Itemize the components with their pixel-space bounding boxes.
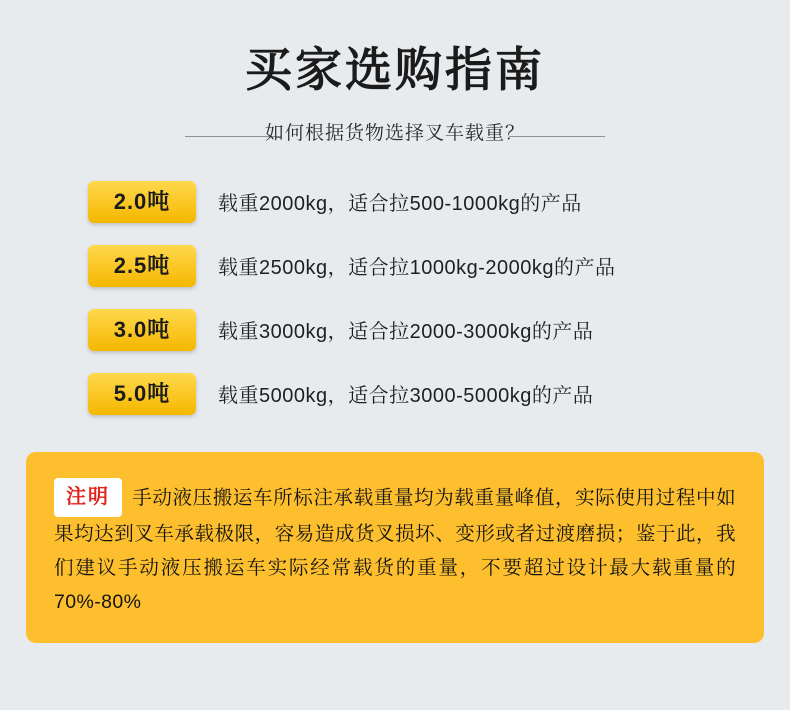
note-box [26, 452, 764, 643]
capacity-list [0, 180, 790, 416]
list-item [88, 180, 790, 224]
subtitle-row [0, 118, 790, 154]
capacity-description: 载重5000kg，适合拉3000-5000kg的产品 [218, 385, 594, 408]
list-item [88, 372, 790, 416]
capacity-badge: 3.0吨 [88, 309, 196, 351]
page-subtitle: 如何根据货物选择叉车载重？ [264, 122, 525, 144]
page-title: 买家选购指南 [245, 43, 545, 96]
capacity-badge: 5.0吨 [88, 373, 196, 415]
capacity-description: 载重3000kg，适合拉2000-3000kg的产品 [218, 321, 594, 344]
list-item [88, 244, 790, 288]
list-item [88, 308, 790, 352]
note-tag: 注明 [54, 478, 122, 517]
capacity-badge: 2.5吨 [88, 245, 196, 287]
capacity-badge: 2.0吨 [88, 181, 196, 223]
note-text: 手动液压搬运车所标注承载重量均为载重量峰值，实际使用过程中如果均达到叉车承载极限，容易造成货叉损坏、变形或者过渡磨损；鉴于此，我们建议手动液压搬运车实际经常载货的重量，不要超过设计最大载重量的70%-80% [54, 487, 736, 614]
capacity-description: 载重2000kg，适合拉500-1000kg的产品 [218, 193, 582, 216]
capacity-description: 载重2500kg，适合拉1000kg-2000kg的产品 [218, 257, 616, 280]
note-body [54, 478, 736, 619]
